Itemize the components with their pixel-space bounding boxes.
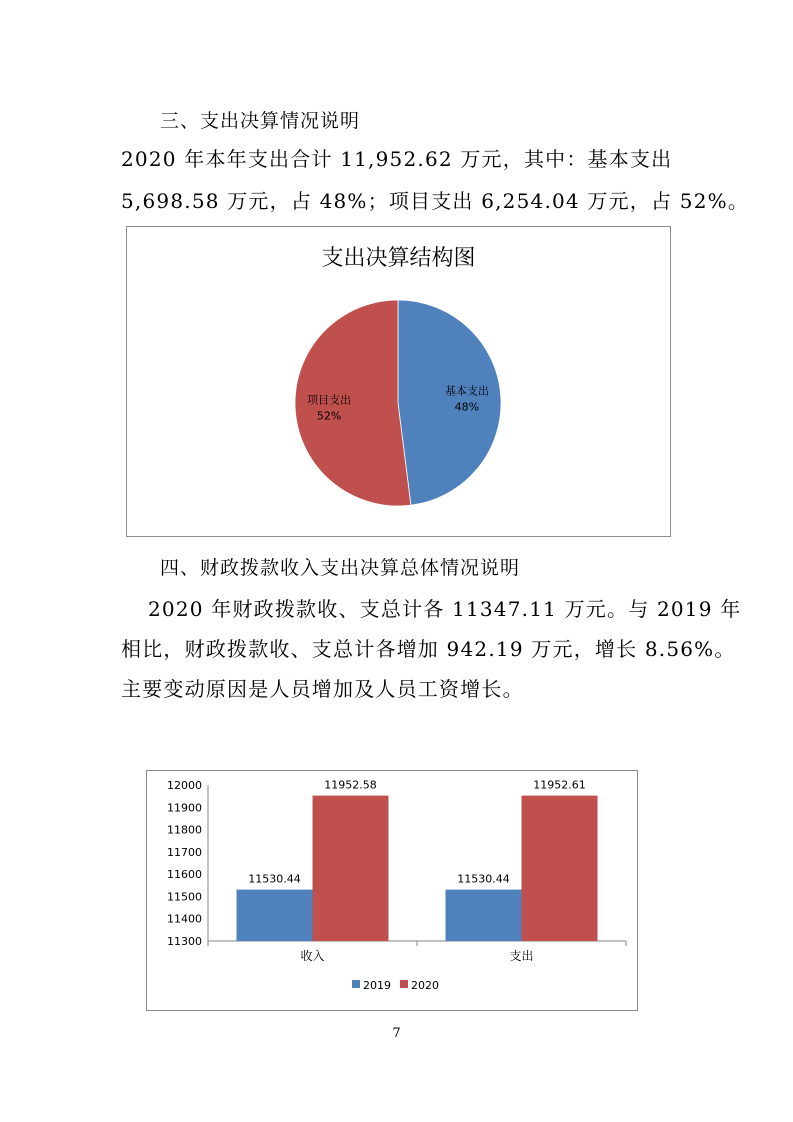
bar-2020 [313,796,389,941]
legend-label: 2020 [411,979,439,992]
bar-chart-plot [147,771,637,1010]
section4-line2: 相比，财政拨款收、支总计各增加 942.19 万元，增长 8.56%。 [121,637,736,661]
x-category-label: 收入 [300,949,325,963]
pie-slice-label: 基本支出 [444,384,489,398]
legend [352,979,439,992]
section4-line3: 主要变动原因是人员增加及人员工资增长。 [121,677,524,701]
section4-heading: 四、财政拨款收入支出决算总体情况说明 [160,557,521,579]
legend-swatch [352,980,360,988]
y-tick-label: 11900 [167,801,202,815]
bar-value-label: 11952.58 [324,778,377,792]
bar-value-label: 11530.44 [248,872,301,886]
pie-slice-label: 项目支出 [307,393,352,407]
page-number: 7 [392,1026,401,1041]
pie-slice-percent: 52% [316,409,342,423]
y-tick-label: 11500 [167,890,202,904]
y-tick-label: 11300 [167,935,202,948]
y-tick-label: 11700 [167,845,202,859]
y-tick-label: 11800 [167,823,202,837]
bar-2020 [522,796,598,941]
pie-slice [398,300,501,505]
section3-line2: 5,698.58 万元，占 48%；项目支出 6,254.04 万元，占 52%。 [121,189,750,213]
section3-line1: 2020 年本年支出合计 11,952.62 万元，其中：基本支出 [121,147,673,171]
bar-2019 [237,890,313,941]
y-tick-label: 11600 [167,868,202,882]
pie-chart [126,226,671,537]
x-category-label: 支出 [509,949,534,963]
bar-2019 [446,890,522,941]
pie-chart-title: 支出决算结构图 [321,246,476,271]
bar-value-label: 11530.44 [457,872,510,886]
bar-value-label: 11952.61 [533,778,586,792]
bar-chart [146,770,638,1011]
y-tick-label: 11400 [167,912,202,926]
legend-swatch [400,980,408,988]
legend-label: 2019 [363,979,391,992]
pie-chart-plot [127,227,670,536]
pie-slice-percent: 48% [454,400,480,414]
y-tick-label: 12000 [167,779,202,792]
section4-line1: 2020 年财政拨款收、支总计各 11347.11 万元。与 2019 年 [148,597,742,621]
section3-heading: 三、支出决算情况说明 [160,110,361,132]
